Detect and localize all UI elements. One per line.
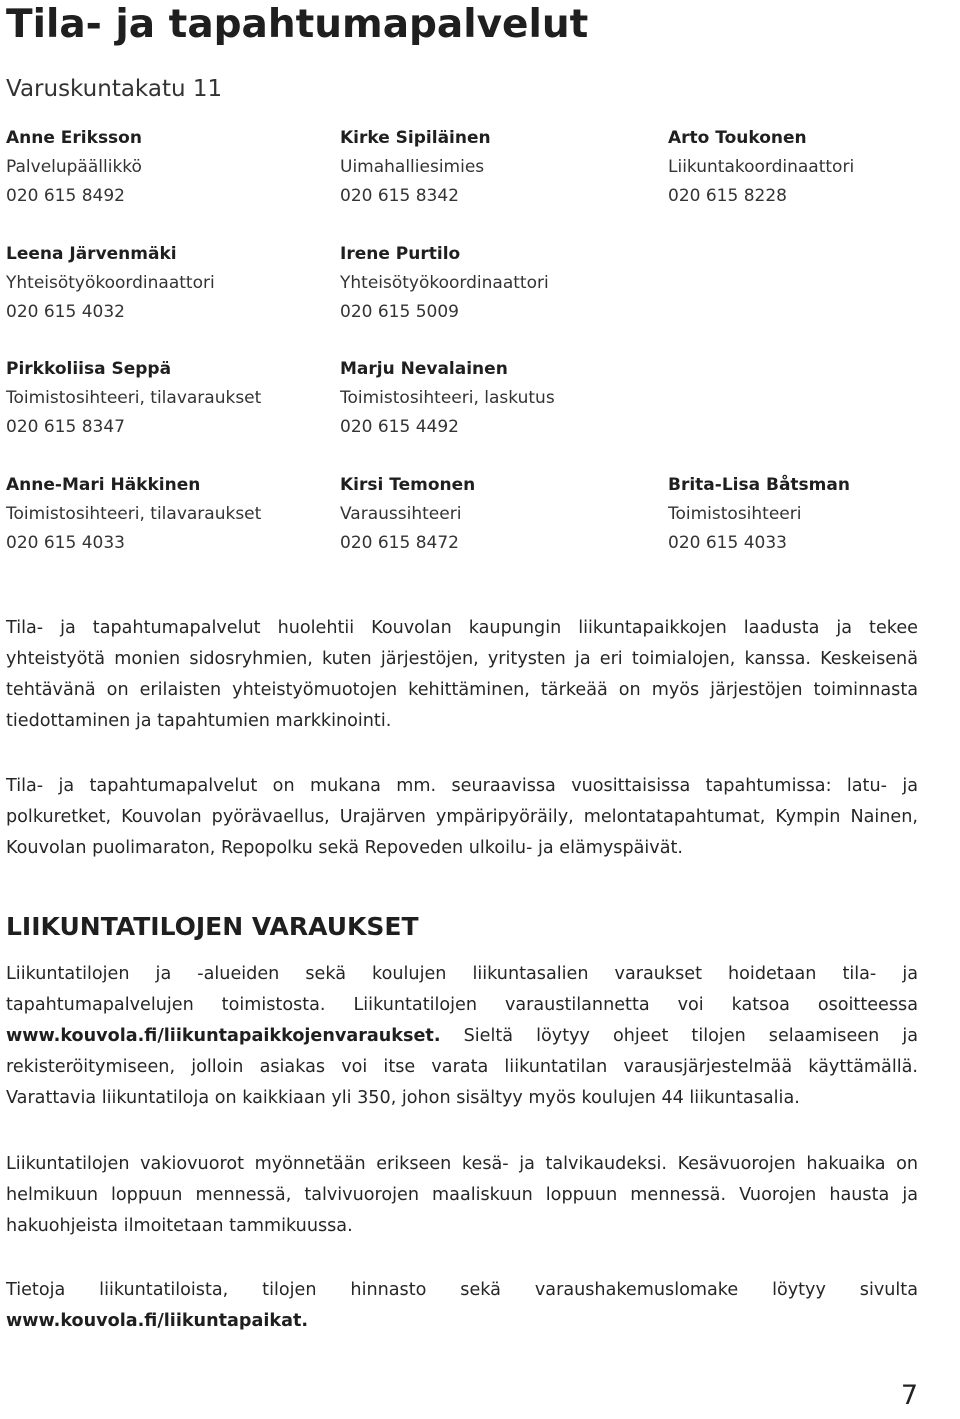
contact-card [340,471,475,558]
contact-phone: 020 615 8347 [6,417,125,437]
contact-card [6,355,261,442]
contact-name: Brita-Lisa Båtsman [668,475,850,495]
contact-phone: 020 615 8228 [668,186,787,206]
contact-phone: 020 615 4492 [340,417,459,437]
contact-name: Anne-Mari Häkkinen [6,475,201,495]
contact-role: Toimistosihteeri, tilavaraukset [6,388,262,408]
contact-name: Kirke Sipiläinen [340,128,491,148]
contact-role: Toimistosihteeri, tilavaraukset [6,504,262,524]
section-heading: LIIKUNTATILOJEN VARAUKSET [6,912,419,941]
contact-phone: 020 615 5009 [340,302,459,322]
contact-role: Liikuntakoordinaattori [668,157,855,177]
contact-card [6,471,261,558]
reservations-link[interactable]: www.kouvola.fi/liikuntapaikkojenvaraukset. [6,1026,441,1046]
page-title: Tila- ja tapahtumapalvelut [6,2,589,47]
contact-card [340,355,555,442]
contact-role: Yhteisötyökoordinaattori [340,273,549,293]
contact-name: Leena Järvenmäki [6,244,177,264]
contact-card [6,240,215,327]
contact-name: Pirkkoliisa Seppä [6,359,172,379]
contact-role: Toimistosihteeri [668,504,802,524]
office-address: Varuskuntakatu 11 [6,76,223,102]
contact-card [6,124,142,211]
events-paragraph: Tila- ja tapahtumapalvelut on mukana mm. seuraavissa vuosittaisissa tapahtumissa: latu- ja polkuretket, Kouvolan pyörävaellus, Urajärven ympäripyöräily, melontatapahtumat, Kympin Nainen, Kouvolan puolimaraton, Repopolku sekä Repoveden ulkoilu- ja elämyspäivät. [6,776,918,858]
contact-card [340,240,549,327]
contact-name: Arto Toukonen [668,128,807,148]
contact-role: Palvelupäällikkö [6,157,142,177]
contact-name: Irene Purtilo [340,244,461,264]
contact-card [668,124,854,211]
reservations-paragraph [6,959,918,1114]
contact-phone: 020 615 4033 [6,533,125,553]
paragraph-text: Liikuntatilojen ja -alueiden sekä koulujen liikuntasalien varaukset hoidetaan tila- ja tapahtumapalvelujen toimistosta. Liikuntatilojen varaustilannetta voi katsoa osoitteessa [6,964,918,1015]
paragraph-text: Sieltä löytyy ohjeet tilojen selaamiseen ja rekisteröitymiseen, jolloin asiakas voi itse varata liikuntatilan varausjärjestelmää käyttämällä. Varattavia liikuntatiloja on kaikkiaan yli 350, johon sisältyy myös koulujen 44 liikuntasalia. [6,1026,918,1108]
contact-name: Marju Nevalainen [340,359,508,379]
facilities-link[interactable]: www.kouvola.fi/liikuntapaikat. [6,1311,309,1331]
paragraph-text: Tietoja liikuntatiloista, tilojen hinnasto sekä varaushakemuslomake löytyy sivulta [6,1280,918,1300]
contact-role: Toimistosihteeri, laskutus [340,388,555,408]
contact-phone: 020 615 4032 [6,302,125,322]
contact-role: Yhteisötyökoordinaattori [6,273,215,293]
page-number: 7 [900,1380,918,1411]
contact-phone: 020 615 8472 [340,533,459,553]
contact-phone: 020 615 8342 [340,186,459,206]
contact-card [668,471,850,558]
contact-phone: 020 615 8492 [6,186,125,206]
regular-slots-paragraph: Liikuntatilojen vakiovuorot myönnetään erikseen kesä- ja talvikaudeksi. Kesävuorojen hakuaika on helmikuun loppuun mennessä, talvivuorojen maaliskuun loppuun mennessä. Vuorojen hausta ja hakuohjeista ilmoitetaan tammikuussa. [6,1154,918,1236]
contact-phone: 020 615 4033 [668,533,787,553]
contact-name: Anne Eriksson [6,128,142,148]
contact-name: Kirsi Temonen [340,475,476,495]
info-paragraph [6,1275,918,1337]
contact-role: Uimahalliesimies [340,157,485,177]
contact-card [340,124,491,211]
intro-paragraph: Tila- ja tapahtumapalvelut huolehtii Kouvolan kaupungin liikuntapaikkojen laadusta ja tekee yhteistyötä monien sidosryhmien, kuten järjestöjen, yritysten ja eri toimialojen, kanssa. Keskeisenä tehtävänä on erilaisten yhteistyömuotojen kehittäminen, tärkeää on myös järjestöjen toiminnasta tiedottaminen ja tapahtumien markkinointi. [6,618,918,731]
contact-role: Varaussihteeri [340,504,462,524]
